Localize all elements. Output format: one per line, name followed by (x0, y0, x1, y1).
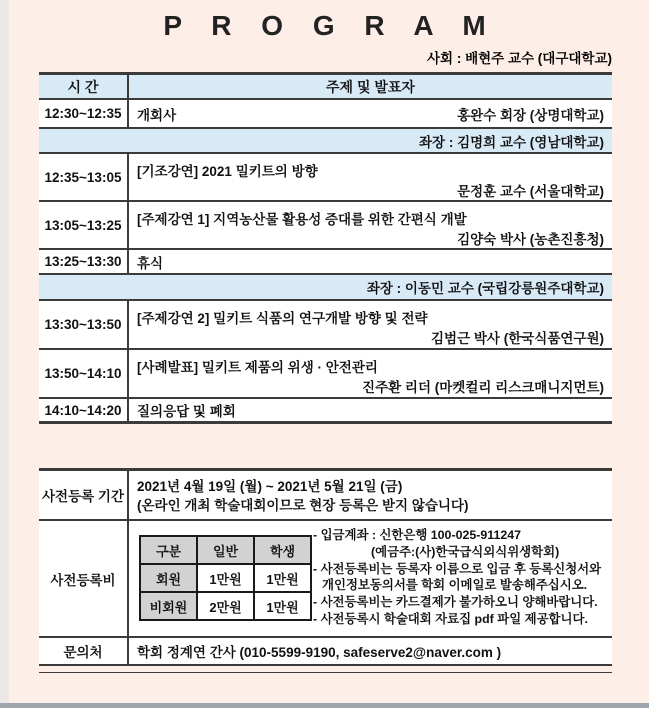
session-presenter: 진주환 리더 (마켓컬리 리스크매니지먼트) (362, 380, 604, 395)
fee-cell-category: 회원 (140, 564, 197, 592)
fee-note: - 사전등록시 학술대회 자료집 pdf 파일 제공합니다. (313, 611, 588, 626)
session-presenter: 문정훈 교수 (서울대학교) (457, 184, 604, 199)
registration-contact-row (39, 638, 612, 666)
schedule-table (39, 72, 612, 424)
session-time: 12:35~13:05 (39, 154, 129, 200)
fee-note: - 사전등록비는 카드결제가 불가하오니 양해바랍니다. (313, 595, 598, 610)
header-topic: 주제 및 발표자 (129, 75, 612, 98)
session-time: 12:30~12:35 (39, 100, 129, 127)
chair-row (39, 273, 612, 299)
moderator-line: 사회 : 배현주 교수 (대구대학교) (427, 51, 612, 66)
fee-note: (예금주:(사)한국급식외식위생학회) (371, 544, 560, 559)
chair-text: 좌장 : 이동민 교수 (국립강릉원주대학교) (39, 275, 612, 299)
fee-header-student: 학생 (254, 536, 311, 564)
fee-cell-value: 1만원 (254, 592, 311, 620)
session-title: [주제강연 2] 밀키트 식품의 연구개발 방향 및 전략 (137, 311, 428, 326)
fee-label: 사전등록비 (39, 521, 129, 636)
period-label: 사전등록 기간 (39, 471, 129, 519)
registration-table (39, 468, 612, 666)
table-row (39, 348, 612, 397)
chair-row (39, 127, 612, 152)
session-title: [사례발표] 밀키트 제품의 위생 · 안전관리 (137, 360, 378, 375)
table-row (39, 248, 612, 273)
page-title: P R O G R A M (163, 10, 497, 41)
fee-cell-value: 1만원 (254, 564, 311, 592)
session-presenter: 김양숙 박사 (농촌진흥청) (457, 232, 604, 247)
table-row (39, 152, 612, 200)
bottom-edge-strip (0, 703, 649, 708)
left-edge-strip (0, 0, 9, 708)
session-title: 휴식 (137, 255, 164, 271)
session-time: 13:50~14:10 (39, 350, 129, 397)
fee-note: 개인정보동의서를 학회 이메일로 발송해주십시오. (322, 578, 588, 593)
session-title: [주제강연 1] 지역농산물 활용성 증대를 위한 간편식 개발 (137, 212, 467, 227)
registration-fee-row (39, 521, 612, 638)
table-row (39, 98, 612, 127)
fee-note: - 사전등록비는 등록자 이름으로 입금 후 등록신청서와 (313, 561, 602, 576)
schedule-header-row (39, 75, 612, 98)
session-title: 개회사 (137, 107, 177, 123)
period-line2: (온라인 개최 학술대회이므로 현장 등록은 받지 않습니다) (137, 498, 469, 513)
session-title: [기조강연] 2021 밀키트의 방향 (137, 164, 318, 179)
registration-period-row (39, 471, 612, 521)
fee-table (139, 535, 312, 621)
table-row (39, 397, 612, 421)
table-row (39, 200, 612, 248)
chair-text: 좌장 : 김명희 교수 (영남대학교) (39, 129, 612, 152)
session-time: 14:10~14:20 (39, 399, 129, 421)
fee-header-general: 일반 (197, 536, 254, 564)
table-row (39, 299, 612, 348)
session-presenter: 홍완수 회장 (상명대학교) (457, 107, 604, 123)
fee-notes (313, 527, 613, 628)
session-title: 질의응답 및 폐회 (137, 404, 236, 419)
session-time: 13:05~13:25 (39, 202, 129, 248)
contact-value: 학회 정계연 간사 (010-5599-9190, safeserve2@naver.com ) (129, 638, 612, 664)
fee-note: - 입금계좌 : 신한은행 100-025-911247 (313, 528, 522, 542)
period-line1: 2021년 4월 19일 (월) ~ 2021년 5월 21일 (금) (137, 479, 403, 494)
session-time: 13:30~13:50 (39, 301, 129, 348)
fee-cell-value: 2만원 (197, 592, 254, 620)
session-presenter: 김범근 박사 (한국식품연구원) (431, 331, 604, 346)
fee-cell-value: 1만원 (197, 564, 254, 592)
contact-label: 문의처 (39, 638, 129, 664)
fee-cell-category: 비회원 (140, 592, 197, 620)
header-time: 시 간 (39, 75, 129, 98)
session-time: 13:25~13:30 (39, 250, 129, 273)
table-bottom-rule (39, 672, 612, 673)
fee-header-category: 구분 (140, 536, 197, 564)
